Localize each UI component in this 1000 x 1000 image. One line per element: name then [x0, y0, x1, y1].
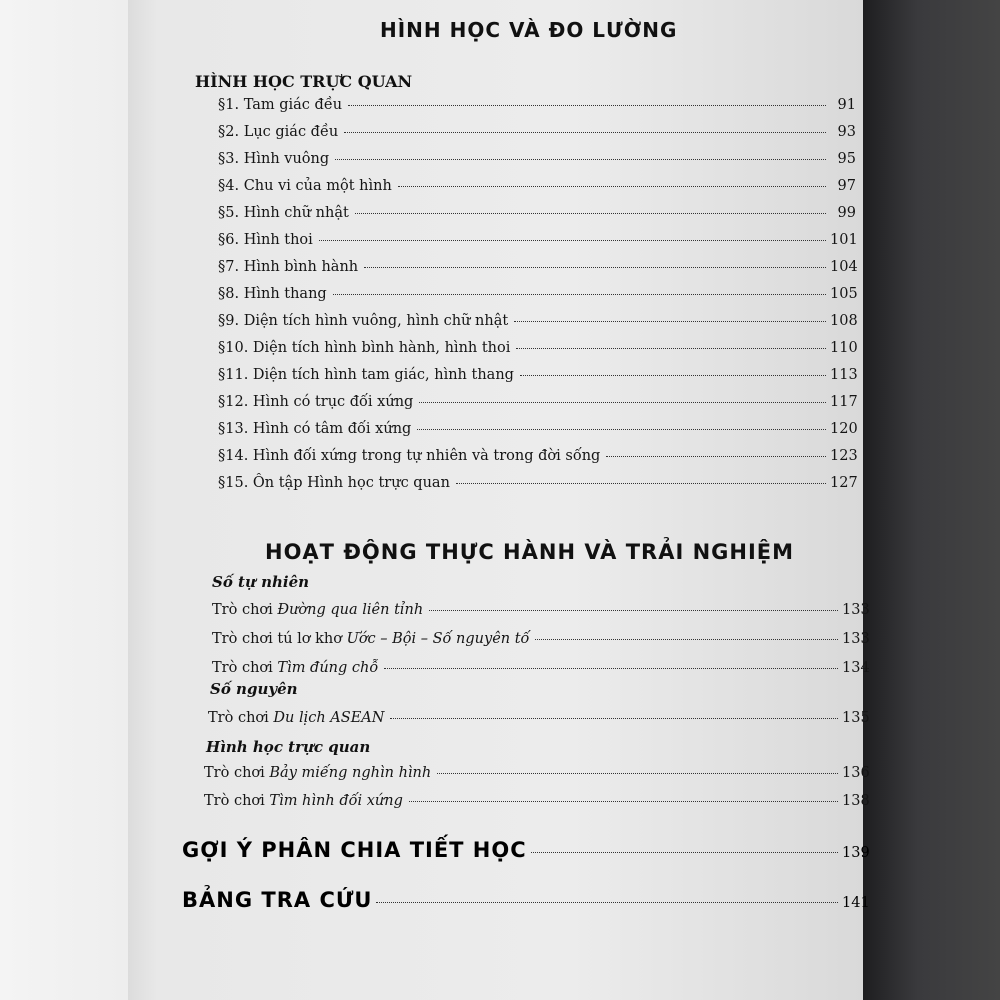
toc-row-page: 108 [830, 313, 858, 329]
leader-dots [520, 375, 826, 376]
toc-row-label: §12. Hình có trục đối xứng [218, 394, 414, 410]
leader-dots [364, 267, 826, 268]
toc-row-page: 136 [842, 765, 870, 781]
toc-row-page: 99 [837, 205, 856, 221]
section-title-geometry: HÌNH HỌC VÀ ĐO LƯỜNG [380, 18, 678, 42]
toc-row[interactable] [218, 178, 856, 194]
leader-dots [390, 718, 838, 719]
toc-row-page: 123 [830, 448, 858, 464]
toc-row-page: 104 [830, 259, 858, 275]
toc-row-page: 127 [830, 475, 858, 491]
toc-row-label: §2. Lục giác đều [218, 124, 339, 140]
toc-row-page: 141 [842, 895, 870, 911]
toc-row-index[interactable] [182, 888, 868, 912]
section-title-activities: HOẠT ĐỘNG THỰC HÀNH VÀ TRẢI NGHIỆM [265, 540, 795, 564]
toc-row-label: §15. Ôn tập Hình học trực quan [218, 475, 450, 491]
toc-row[interactable] [218, 97, 856, 113]
toc-row-label: §9. Diện tích hình vuông, hình chữ nhật [218, 313, 509, 329]
leader-dots [516, 348, 826, 349]
leader-dots [355, 213, 826, 214]
toc-row-label: §3. Hình vuông [218, 151, 330, 167]
toc-row-label: Trò chơi Tìm hình đối xứng [204, 793, 403, 809]
leader-dots [514, 321, 826, 322]
toc-row-page: 105 [830, 286, 858, 302]
toc-row-label: §10. Diện tích hình bình hành, hình thoi [218, 340, 511, 356]
toc-row[interactable] [218, 367, 856, 383]
toc-row[interactable] [218, 394, 856, 410]
toc-row-page: 133 [842, 631, 870, 647]
page-shadow [863, 0, 1000, 1000]
toc-row-page: 135 [842, 710, 870, 726]
toc-row-label: Trò chơi Bảy miếng nghìn hình [204, 765, 432, 781]
leader-dots [531, 852, 838, 853]
toc-row[interactable] [204, 793, 868, 809]
toc-row-label: §13. Hình có tâm đối xứng [218, 421, 412, 437]
toc-row-lesson-plan[interactable] [182, 838, 868, 862]
leader-dots [535, 639, 838, 640]
leader-dots [606, 456, 826, 457]
toc-row-page: 93 [837, 124, 856, 140]
section-title-index: BẢNG TRA CỨU [182, 888, 373, 912]
leader-dots [376, 902, 838, 903]
leader-dots [417, 429, 826, 430]
toc-row[interactable] [208, 710, 868, 726]
toc-row-page: 120 [830, 421, 858, 437]
leader-dots [429, 610, 838, 611]
leader-dots [398, 186, 826, 187]
toc-row-label: §1. Tam giác đều [218, 97, 343, 113]
toc-row[interactable] [218, 232, 856, 248]
group-heading-visual-geometry: Hình học trực quan [206, 738, 371, 756]
toc-row[interactable] [218, 124, 856, 140]
toc-row[interactable] [212, 602, 868, 618]
toc-row-label: Trò chơi Du lịch ASEAN [208, 710, 385, 726]
leader-dots [384, 668, 838, 669]
toc-row-page: 97 [837, 178, 856, 194]
toc-row-page: 139 [842, 845, 870, 861]
toc-row-label: §6. Hình thoi [218, 232, 313, 248]
toc-row[interactable] [218, 259, 856, 275]
subsection-title-visual-geometry: HÌNH HỌC TRỰC QUAN [195, 72, 413, 91]
toc-row[interactable] [218, 286, 856, 302]
leader-dots [335, 159, 826, 160]
toc-row[interactable] [212, 660, 868, 676]
toc-row-page: 110 [830, 340, 858, 356]
toc-row-label: §11. Diện tích hình tam giác, hình thang [218, 367, 514, 383]
toc-row[interactable] [218, 313, 856, 329]
leader-dots [348, 105, 826, 106]
group-heading-integers: Số nguyên [210, 680, 298, 698]
toc-row[interactable] [218, 448, 856, 464]
toc-row-label: §14. Hình đối xứng trong tự nhiên và trong đời sống [218, 448, 601, 464]
toc-row-page: 138 [842, 793, 870, 809]
toc-row-label: Trò chơi Tìm đúng chỗ [212, 660, 379, 676]
toc-row[interactable] [218, 421, 856, 437]
toc-row-label: Trò chơi Đường qua liên tỉnh [212, 602, 424, 618]
toc-row[interactable] [218, 151, 856, 167]
toc-row-page: 133 [842, 602, 870, 618]
toc-row[interactable] [204, 765, 868, 781]
leader-dots [437, 773, 838, 774]
leader-dots [319, 240, 826, 241]
leader-dots [344, 132, 826, 133]
section-title-lesson-plan: GỢI Ý PHÂN CHIA TIẾT HỌC [182, 838, 527, 862]
group-heading-natural-numbers: Số tự nhiên [212, 573, 310, 591]
toc-row-page: 134 [842, 660, 870, 676]
background-left [0, 0, 128, 1000]
leader-dots [456, 483, 826, 484]
leader-dots [333, 294, 826, 295]
toc-row-page: 117 [830, 394, 858, 410]
toc-row-label: §4. Chu vi của một hình [218, 178, 392, 194]
leader-dots [409, 801, 838, 802]
toc-row-label: Trò chơi tú lơ khơ Ước – Bội – Số nguyên tố [212, 631, 530, 647]
toc-row[interactable] [218, 340, 856, 356]
toc-row[interactable] [218, 205, 856, 221]
toc-row-page: 113 [830, 367, 858, 383]
toc-row-label: §7. Hình bình hành [218, 259, 359, 275]
toc-row-label: §5. Hình chữ nhật [218, 205, 349, 221]
toc-row-label: §8. Hình thang [218, 286, 327, 302]
toc-row-page: 101 [830, 232, 858, 248]
leader-dots [419, 402, 826, 403]
toc-row-page: 91 [837, 97, 856, 113]
toc-row[interactable] [212, 631, 868, 647]
toc-row-page: 95 [837, 151, 856, 167]
toc-row[interactable] [218, 475, 856, 491]
